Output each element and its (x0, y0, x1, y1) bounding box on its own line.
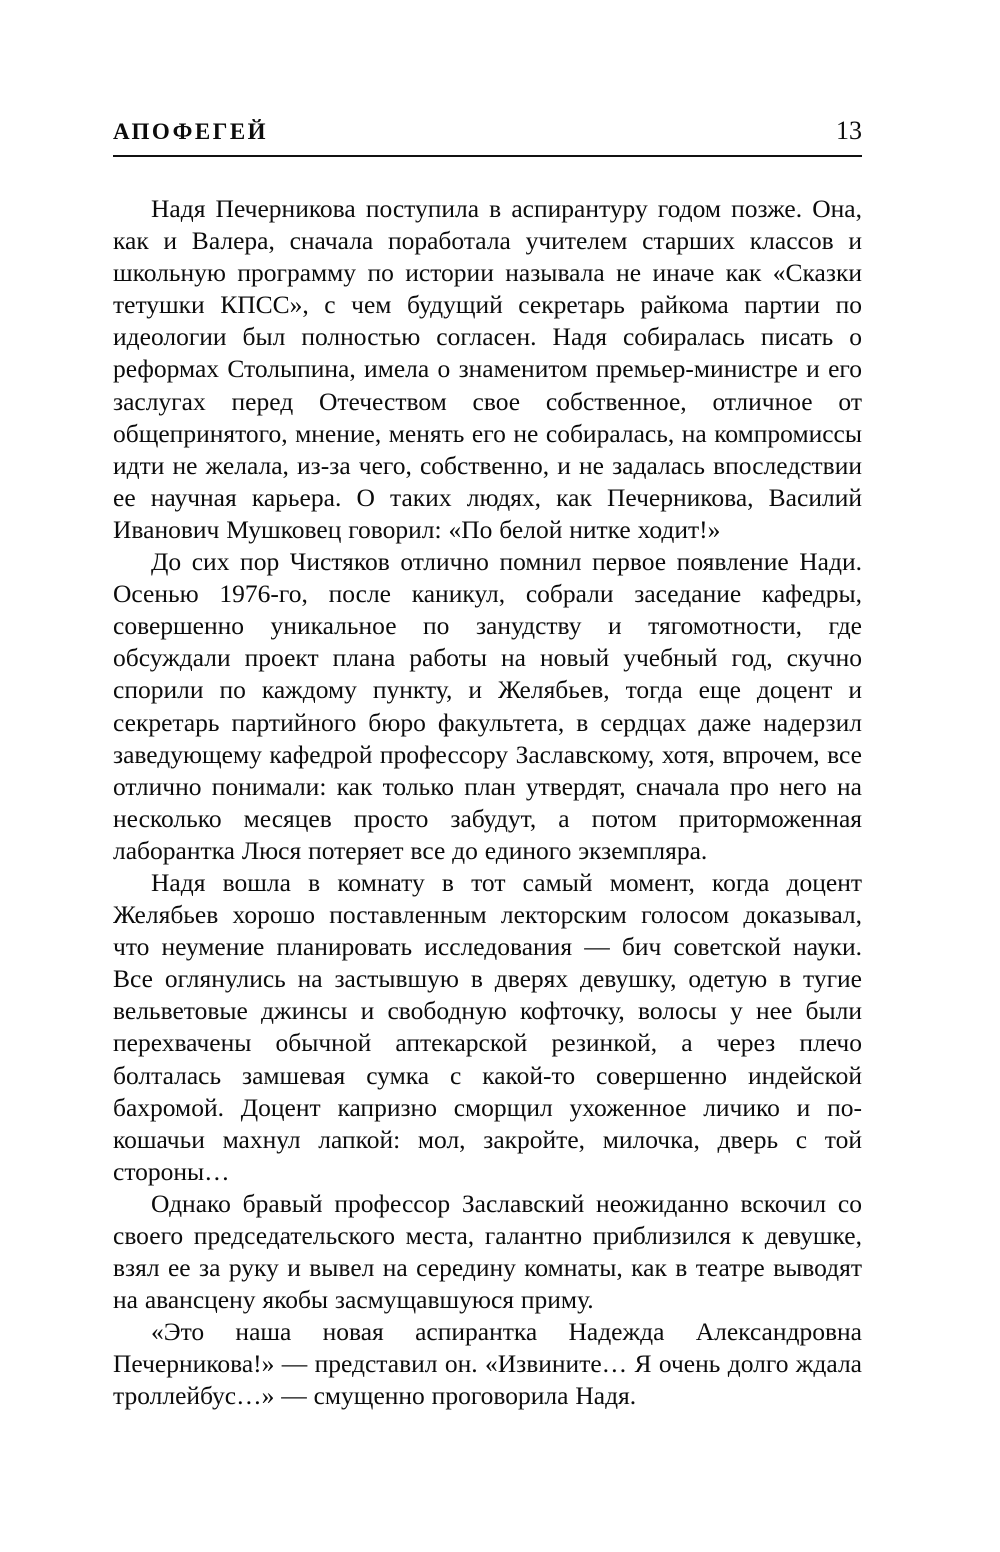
paragraph-5: «Это наша новая аспирантка Надежда Александровна Печерникова!» — представил он. «Извините… Я очень долго ждала троллейбус…» — смущенно проговорила Надя. (113, 1317, 862, 1411)
paragraph-1: Надя Печерникова поступила в аспирантуру годом позже. Она, как и Валера, сначала поработала учителем старших классов и школьную программу по истории называла не иначе как «Сказки тетушки КПСС», с чем будущий секретарь райкома партии по идеологии был полностью согласен. Надя собиралась писать о реформах Столыпина, имела о знаменитом премьер-министре и его заслугах перед Отечеством свое собственное, отличное от общепринятого, мнение, менять его не собиралась, на компромиссы идти не желала, из-за чего, собственно, и не задалась впоследствии ее научная карьера. О таких людях, как Печерникова, Василий Иванович Мушковец говорил: «По белой нитке ходит!» (113, 194, 862, 544)
page-number: 13 (836, 116, 862, 145)
paragraph-3: Надя вошла в комнату в тот самый момент, когда доцент Желябьев хорошо поставленным лекторским голосом доказывал, что неумение планировать исследования — бич советской науки. Все оглянулись на застывшую в дверях девушку, одетую в тугие вельветовые джинсы и свободную кофточку, волосы у нее были перехвачены обычной аптекарской резинкой, а через плечо болталась замшевая сумка с какой-то совершенно индейской бахромой. Доцент капризно сморщил ухоженное личико и по-кошачьи махнул лапкой: мол, закройте, милочка, дверь с той стороны… (113, 867, 862, 1186)
book-title: АПОФЕГЕЙ (113, 119, 269, 144)
body-text (113, 193, 862, 1413)
header-rule (113, 155, 862, 157)
paragraph-2: До сих пор Чистяков отлично помнил первое появление Нади. Осенью 1976-го, после каникул, собрали заседание кафедры, совершенно уникальное по занудству и тягомотности, где обсуждали проект плана работы на новый учебный год, скучно спорили по каждому пункту, и Желябьев, тогда еще доцент и секретарь партийного бюро факультета, в сердцах даже надерзил заведующему кафедрой профессору Заславскому, хотя, впрочем, все отлично понимали: как только план утвердят, сначала про него на несколько месяцев просто забудут, а потом приторможенная лаборантка Люся потеряет все до единого экземпляра. (113, 547, 862, 865)
paragraph-4: Однако бравый профессор Заславский неожиданно вскочил со своего председательского места, галантно приблизился к девушке, взял ее за руку и вывел на середину комнаты, как в театре выводят на авансцену якобы засмущавшуюся приму. (113, 1188, 862, 1315)
running-header (113, 116, 862, 146)
